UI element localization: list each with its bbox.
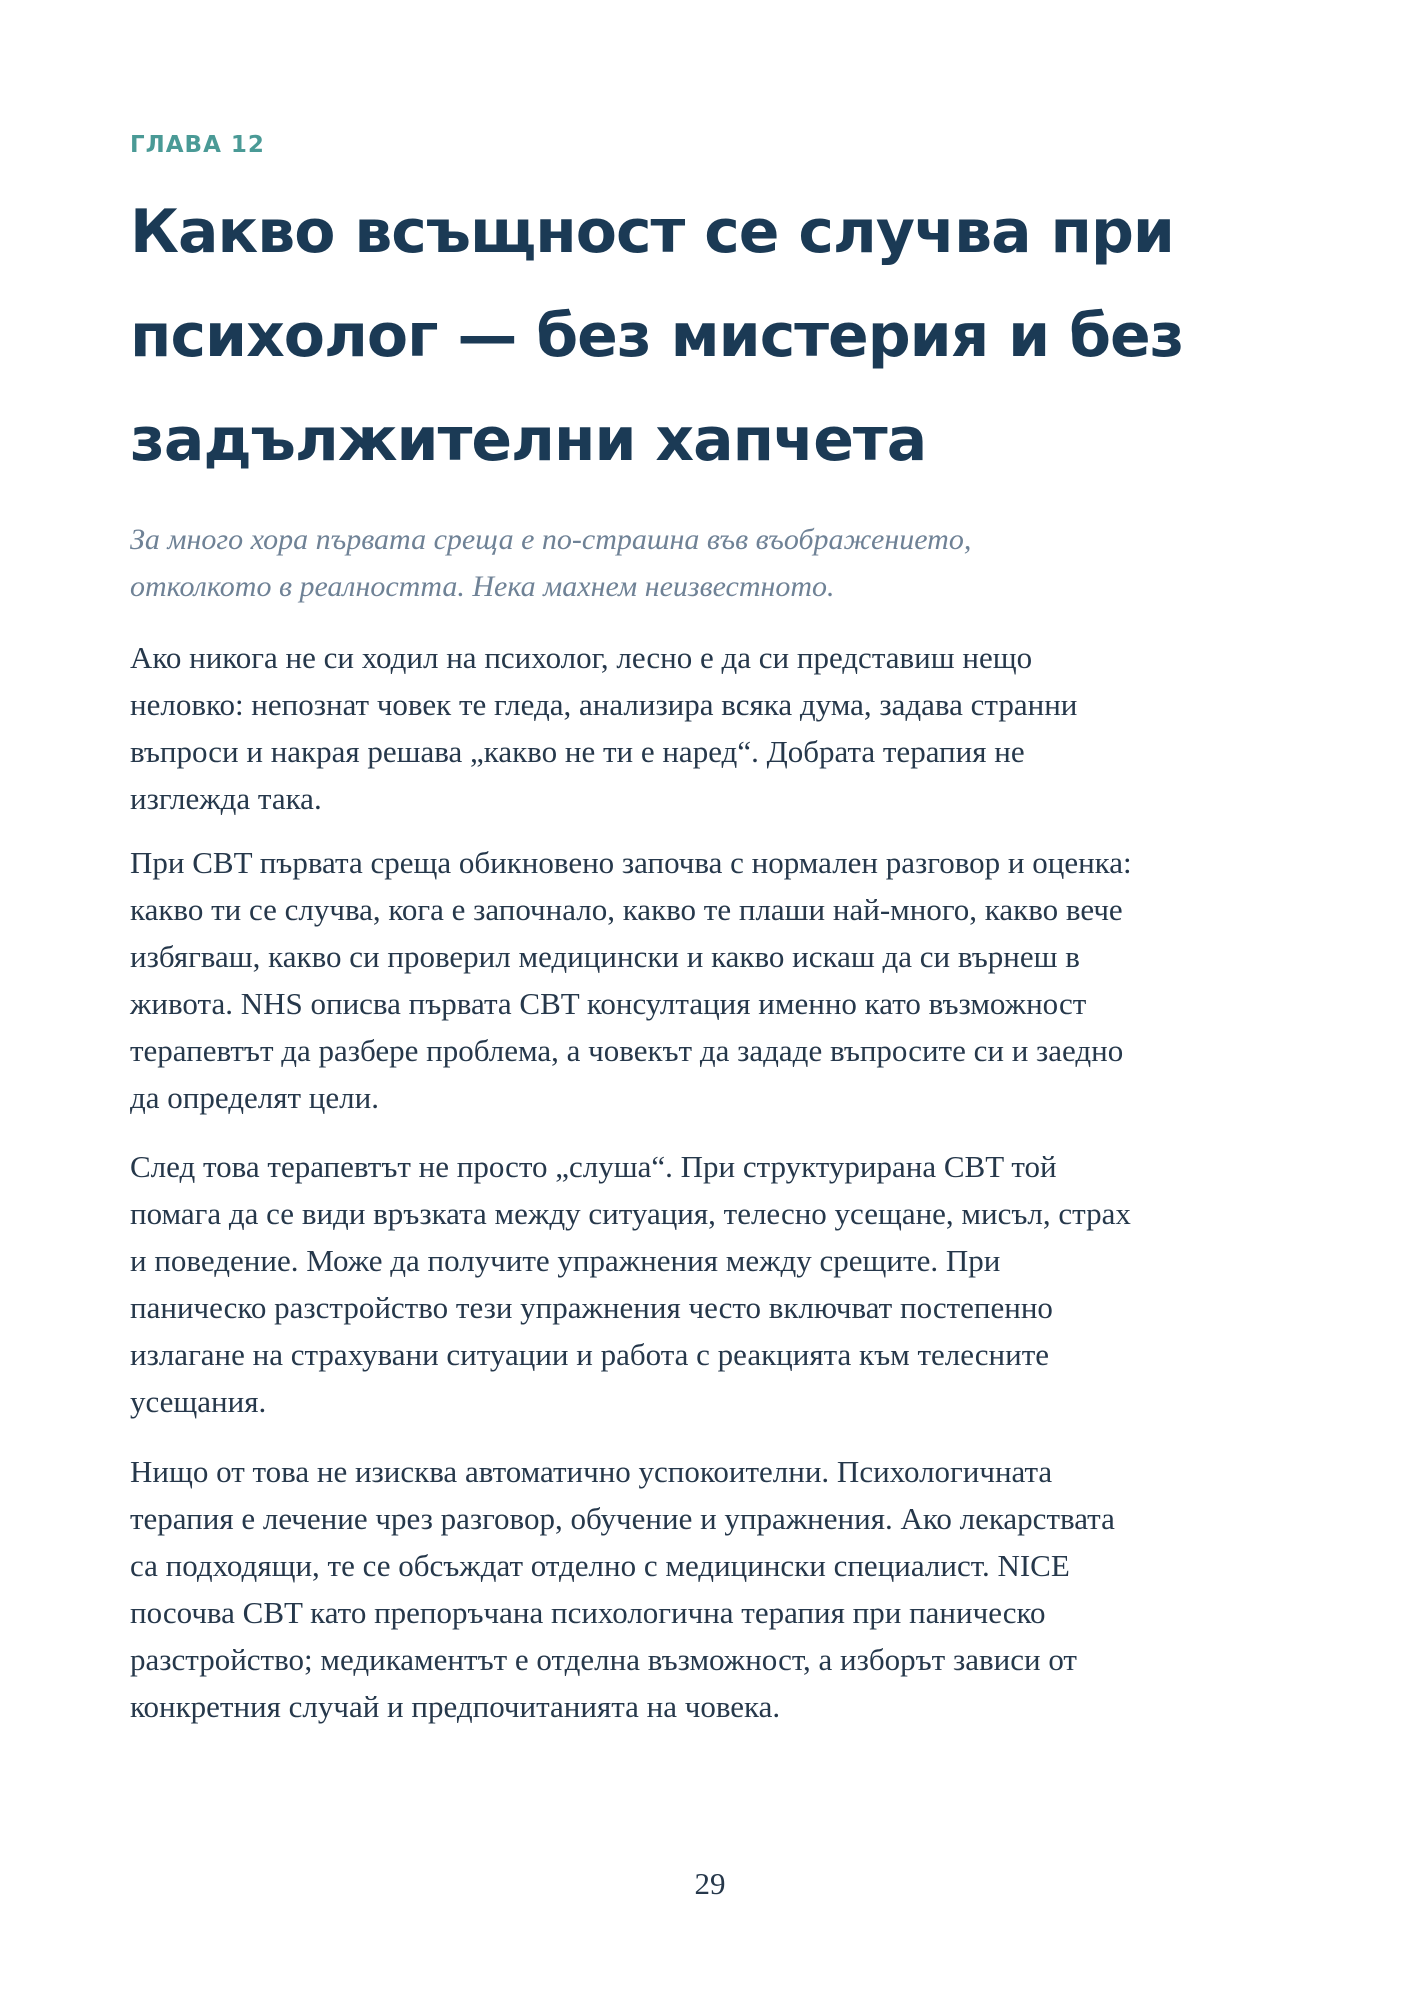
paragraph-line: посочва CBT като препоръчана психологична терапия при паническо <box>130 1595 1046 1630</box>
paragraph-line: След това терапевтът не просто „слуша“. При структурирана CBT той <box>130 1149 1057 1184</box>
page-number: 29 <box>694 1866 726 1901</box>
paragraph-line: излагане на страхувани ситуации и работа с реакцията към телесните <box>130 1337 1050 1372</box>
paragraph-line: усещания. <box>130 1384 267 1419</box>
chapter-label: ГЛАВА 12 <box>130 132 265 158</box>
paragraph-line: неловко: непознат човек те гледа, анализира всяка дума, задава странни <box>130 687 1078 722</box>
paragraph-line: Ако никога не си ходил на психолог, лесно е да си представиш нещо <box>130 640 1033 675</box>
body-paragraph-4 <box>130 1448 1290 1730</box>
paragraph-line: да определят цели. <box>130 1080 379 1115</box>
lede-line: отколкото в реалността. Нека махнем неизвестното. <box>130 570 835 603</box>
document-page <box>130 0 1290 2001</box>
paragraph-line: терапия е лечение чрез разговор, обучение и упражнения. Ако лекарствата <box>130 1501 1115 1536</box>
chapter-title-line: Какво всъщност се случва при <box>130 197 1174 267</box>
chapter-title-line: задължителни хапчета <box>130 405 927 475</box>
paragraph-line: паническо разстройство тези упражнения често включват постепенно <box>130 1290 1053 1325</box>
body-paragraph-1 <box>130 634 1290 822</box>
paragraph-line: и поведение. Може да получите упражнения между срещите. При <box>130 1243 1001 1278</box>
body-paragraph-2 <box>130 839 1290 1121</box>
paragraph-line: терапевтът да разбере проблема, а човекът да зададе въпросите си и заедно <box>130 1033 1124 1068</box>
paragraph-line: Нищо от това не изисква автоматично успокоителни. Психологичната <box>130 1454 1053 1489</box>
paragraph-line: конкретния случай и предпочитанията на човека. <box>130 1689 781 1724</box>
paragraph-line: живота. NHS описва първата CBT консултация именно като възможност <box>130 986 1087 1021</box>
lede-line: За много хора първата среща е по-страшна във въображението, <box>130 523 972 556</box>
chapter-lede <box>130 516 1290 610</box>
paragraph-line: При CBT първата среща обикновено започва с нормален разговор и оценка: <box>130 845 1132 880</box>
paragraph-line: помага да се види връзката между ситуация, телесно усещане, мисъл, страх <box>130 1196 1131 1231</box>
chapter-title <box>130 180 1290 492</box>
paragraph-line: изглежда така. <box>130 781 322 816</box>
paragraph-line: избягваш, какво си проверил медицински и какво искаш да си върнеш в <box>130 939 1080 974</box>
paragraph-line: разстройство; медикаментът е отделна възможност, а изборът зависи от <box>130 1642 1077 1677</box>
paragraph-line: са подходящи, те се обсъждат отделно с медицински специалист. NICE <box>130 1548 1070 1583</box>
paragraph-line: въпроси и накрая решава „какво не ти е наред“. Добрата терапия не <box>130 734 1025 769</box>
paragraph-line: какво ти се случва, кога е започнало, какво те плаши най-много, какво вече <box>130 892 1123 927</box>
chapter-title-line: психолог — без мистерия и без <box>130 301 1184 371</box>
body-paragraph-3 <box>130 1143 1290 1425</box>
